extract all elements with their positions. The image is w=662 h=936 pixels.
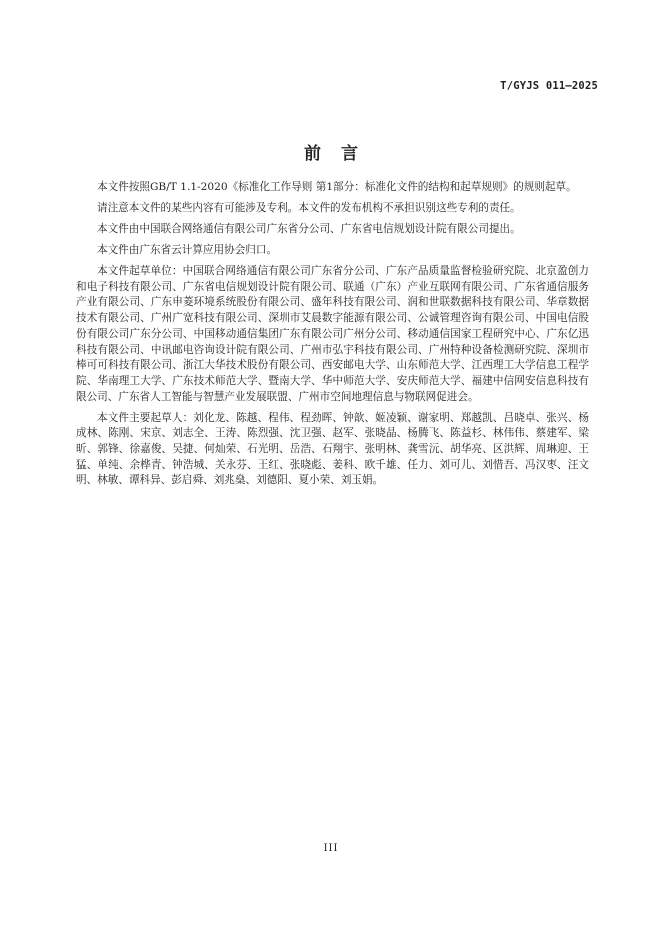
paragraph-standard-basis: 本文件按照GB/T 1.1-2020《标准化工作导则 第1部分：标准化文件的结构和起草规则》的规则起草。 bbox=[97, 181, 577, 193]
document-code: T/GYJS 011—2025 bbox=[500, 80, 598, 92]
page-title: 前言 bbox=[304, 144, 378, 164]
page-number: III bbox=[323, 843, 339, 854]
paragraph-governing-body: 本文件由广东省云计算应用协会归口。 bbox=[97, 244, 278, 256]
paragraph-patent-notice: 请注意本文件的某些内容有可能涉及专利。本文件的发布机构不承担识别这些专利的责任。 bbox=[97, 202, 521, 214]
paragraph-proposer: 本文件由中国联合网络通信有限公司广东省分公司、广东省电信规划设计院有限公司提出。 bbox=[97, 223, 521, 235]
paragraph-drafters: 本文件主要起草人：刘化龙、陈越、程伟、程劲晖、钟歆、姬凌颖、谢家明、郑越凯、吕晓卓、张兴、杨成林、陈刚、宋京、刘志全、王涛、陈烈强、沈卫强、赵军、张晓晶、杨腾飞、陈益杉、林伟伟、蔡建军、梁昕、郭锋、徐嘉俊、吴捷、何灿荣、石光明、岳浩、石翔宇、张明林、龚雪沅、胡华亮、区洪辉、周琳迎、王猛、单纯、余桦青、钟浩城、关永芬、王红、张晓彪、姜科、欧千雄、任力、刘可儿、刘惜吾、冯汉枣、汪文明、林敏、谭科异、彭启舜、刘兆燊、刘德阳、夏小荣、刘玉娟。 bbox=[76, 411, 589, 487]
paragraph-drafting-units: 本文件起草单位：中国联合网络通信有限公司广东省分公司、广东产品质量监督检验研究院、北京盈创力和电子科技有限公司、广东省电信规划设计院有限公司、联通（广东）产业互联网有限公司、广东省通信服务产业有限公司、广东申菱环境系统股份有限公司、盛年科技有限公司、润和世联数据科技有限公司、华章数据技术有限公司、广州广宽科技有限公司、深圳市艾晨数字能源有限公司、公诚管理咨询有限公司、中国电信股份有限公司广东分公司、中国移动通信集团广东有限公司广州分公司、移动通信国家工程研究中心、广东亿迅科技有限公司、中讯邮电咨询设计院有限公司、广州市弘宇科技有限公司、广州特种设备检测研究院、深圳市棒可可科技有限公司、浙江大华技术股份有限公司、西安邮电大学、山东师范大学、江西理工大学信息工程学院、华南理工大学、广东技术师范大学、暨南大学、华中师范大学、安庆师范大学、福建中信网安信息科技有限公司、广东省人工智能与智慧产业发展联盟、广州市空间地理信息与物联网促进会。 bbox=[76, 265, 589, 403]
foreword-body bbox=[76, 180, 589, 494]
